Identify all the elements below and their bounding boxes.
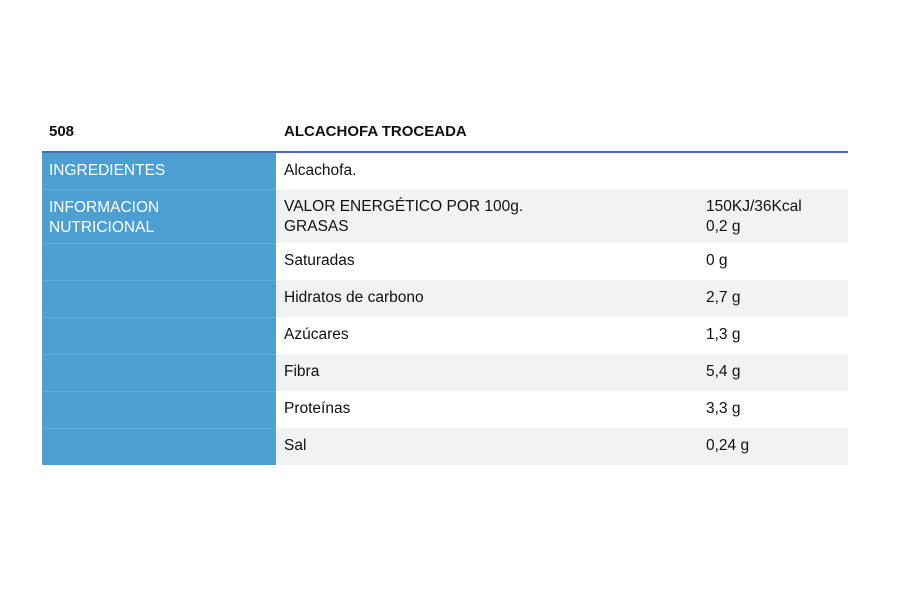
nutrition-row-value: 3,3 g bbox=[706, 400, 741, 417]
nutrition-row-left bbox=[42, 317, 276, 354]
nutrition-label-line1: INFORMACION bbox=[49, 199, 160, 216]
nutrition-row-label: Proteínas bbox=[284, 400, 351, 417]
product-code: 508 bbox=[49, 123, 75, 140]
nutrition-row-sal bbox=[42, 428, 848, 465]
nutrition-row-left bbox=[42, 280, 276, 317]
product-table bbox=[42, 153, 848, 465]
energy-label: VALOR ENERGÉTICO POR 100g. bbox=[284, 198, 524, 215]
product-header bbox=[42, 118, 848, 153]
nutrition-row-azucares bbox=[42, 317, 848, 354]
nutrition-row-left bbox=[42, 354, 276, 391]
fat-value: 0,2 g bbox=[706, 218, 741, 235]
nutrition-main-values bbox=[700, 189, 848, 243]
nutrition-row-label: Azúcares bbox=[284, 326, 349, 343]
nutrition-row-left bbox=[42, 391, 276, 428]
nutrition-row-saturadas bbox=[42, 243, 848, 280]
product-sheet bbox=[42, 118, 848, 465]
ingredients-row bbox=[42, 153, 848, 189]
ingredients-value: Alcachofa. bbox=[284, 162, 357, 179]
nutrition-label bbox=[42, 189, 276, 243]
fat-label: GRASAS bbox=[284, 218, 349, 235]
nutrition-row-label: Fibra bbox=[276, 354, 700, 391]
nutrition-row-label: Sal bbox=[276, 428, 700, 465]
nutrition-row-proteinas bbox=[42, 391, 848, 428]
energy-value: 150KJ/36Kcal bbox=[706, 198, 802, 215]
nutrition-row-value: 5,4 g bbox=[700, 354, 848, 391]
nutrition-label-line2: NUTRICIONAL bbox=[49, 219, 155, 236]
ingredients-empty-cell bbox=[700, 153, 848, 189]
nutrition-row-value: 0 g bbox=[706, 252, 728, 269]
nutrition-row-hidratos bbox=[42, 280, 848, 317]
nutrition-row-value: 0,24 g bbox=[700, 428, 848, 465]
product-title: ALCACHOFA TROCEADA bbox=[284, 123, 467, 140]
nutrition-row-value: 2,7 g bbox=[700, 280, 848, 317]
nutrition-row-left bbox=[42, 428, 276, 465]
nutrition-row-label: Saturadas bbox=[284, 252, 355, 269]
nutrition-main-labels bbox=[276, 189, 700, 243]
nutrition-row-label: Hidratos de carbono bbox=[276, 280, 700, 317]
nutrition-header-row bbox=[42, 189, 848, 243]
nutrition-row-fibra bbox=[42, 354, 848, 391]
nutrition-row-left bbox=[42, 243, 276, 280]
nutrition-row-value: 1,3 g bbox=[706, 326, 741, 343]
ingredients-label: INGREDIENTES bbox=[42, 153, 276, 189]
